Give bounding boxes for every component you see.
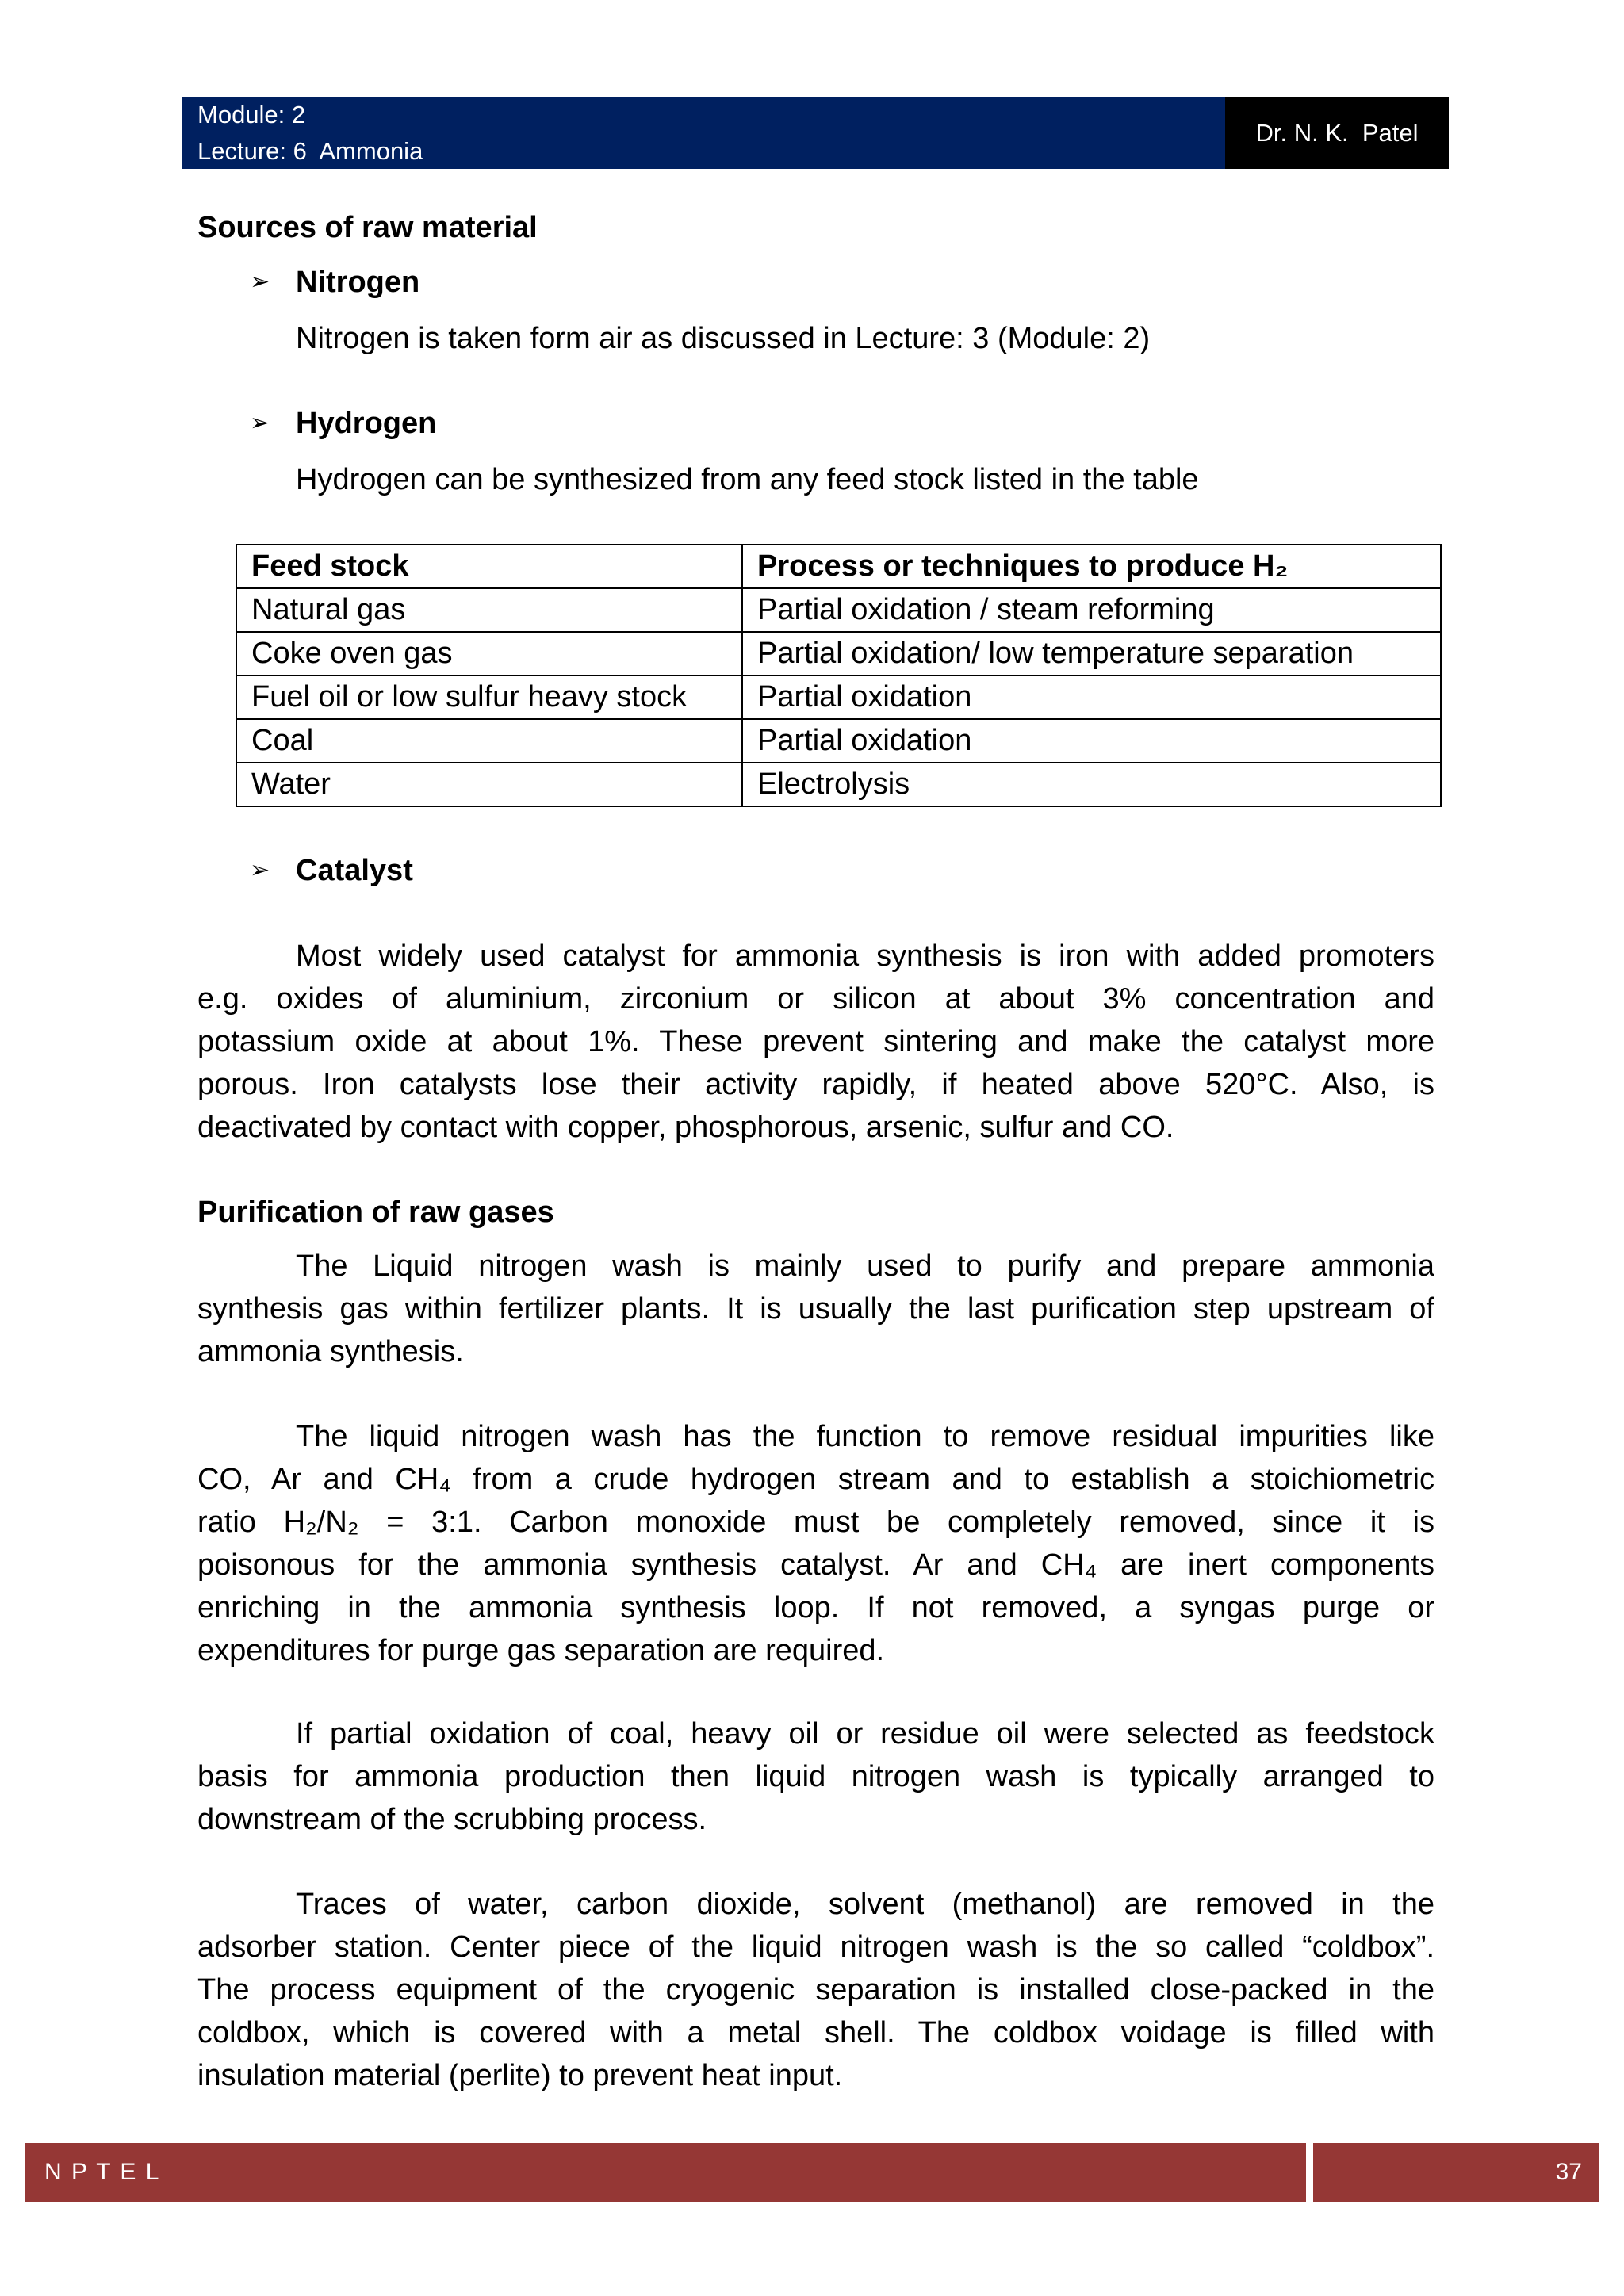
paragraph-line: potassium oxide at about 1%. These prevent sintering and make the catalyst more — [197, 1025, 1434, 1058]
table-row — [236, 588, 1441, 632]
paragraph-line: synthesis gas within fertilizer plants. It is usually the last purification step upstream of — [197, 1292, 1434, 1326]
paragraph-line: If partial oxidation of coal, heavy oil or residue oil were selected as feedstock — [296, 1717, 1434, 1751]
table-cell-feed-stock: Water — [236, 763, 742, 806]
nitrogen-text: Nitrogen is taken form air as discussed in Lecture: 3 (Module: 2) — [296, 322, 1151, 355]
paragraph-line: expenditures for purge gas separation are required. — [197, 1634, 885, 1667]
header-author-box — [1225, 97, 1449, 169]
paragraph-line: enriching in the ammonia synthesis loop. If not removed, a syngas purge or — [197, 1591, 1434, 1624]
paragraph-line: The Liquid nitrogen wash is mainly used to purify and prepare ammonia — [296, 1249, 1434, 1283]
table-cell-process: Partial oxidation — [742, 675, 1441, 719]
table-cell-feed-stock: Fuel oil or low sulfur heavy stock — [236, 675, 742, 719]
paragraph-line: deactivated by contact with copper, phosphorous, arsenic, sulfur and CO. — [197, 1111, 1174, 1144]
table-row — [236, 632, 1441, 675]
footer-label: N P T E L — [44, 2159, 161, 2185]
paragraph-line: adsorber station. Center piece of the liquid nitrogen wash is the so called “coldbox”. — [197, 1931, 1434, 1964]
author-name: Dr. N. K. Patel — [1255, 118, 1419, 147]
paragraph-line: ratio H₂/N₂ = 3:1. Carbon monoxide must be completely removed, since it is — [197, 1506, 1434, 1539]
purification-paragraph — [197, 1712, 1434, 1841]
purification-heading: Purification of raw gases — [197, 1196, 554, 1229]
paragraph-line: insulation material (perlite) to prevent heat input. — [197, 2059, 843, 2092]
paragraph-line: ammonia synthesis. — [197, 1335, 464, 1368]
purification-paragraph — [197, 1415, 1434, 1672]
page-number: 37 — [1555, 2159, 1582, 2185]
arrow-bullet-icon — [250, 849, 270, 892]
paragraph-line: porous. Iron catalysts lose their activity rapidly, if heated above 520°C. Also, is — [197, 1068, 1434, 1101]
arrow-bullet-icon — [250, 261, 270, 304]
hydrogen-text: Hydrogen can be synthesized from any feed stock listed in the table — [296, 463, 1199, 496]
bullet-title-nitrogen: Nitrogen — [296, 266, 420, 299]
table-cell-feed-stock: Coke oven gas — [236, 632, 742, 675]
header-module-box — [182, 97, 1225, 169]
purification-paragraph — [197, 1245, 1434, 1373]
catalyst-paragraph — [197, 935, 1434, 1149]
table-cell-feed-stock: Natural gas — [236, 588, 742, 632]
paragraph-line: e.g. oxides of aluminium, zirconium or silicon at about 3% concentration and — [197, 982, 1434, 1016]
sources-heading: Sources of raw material — [197, 211, 538, 244]
paragraph-line: The liquid nitrogen wash has the function to remove residual impurities like — [296, 1420, 1434, 1453]
paragraph-line: poisonous for the ammonia synthesis catalyst. Ar and CH₄ are inert components — [197, 1548, 1434, 1582]
table-cell-process: Partial oxidation / steam reforming — [742, 588, 1441, 632]
paragraph-line: basis for ammonia production then liquid nitrogen wash is typically arranged to — [197, 1760, 1434, 1793]
table-cell-process: Partial oxidation/ low temperature separation — [742, 632, 1441, 675]
paragraph-line: coldbox, which is covered with a metal shell. The coldbox voidage is filled with — [197, 2016, 1434, 2049]
table-row — [236, 719, 1441, 763]
lecture-label: Lecture: 6 Ammonia — [197, 137, 423, 165]
bullet-title-catalyst: Catalyst — [296, 854, 413, 887]
table-cell-process: Electrolysis — [742, 763, 1441, 806]
paragraph-line: Most widely used catalyst for ammonia synthesis is iron with added promoters — [296, 939, 1434, 973]
paragraph-line: Traces of water, carbon dioxide, solvent (methanol) are removed in the — [296, 1888, 1434, 1921]
paragraph-line: CO, Ar and CH₄ from a crude hydrogen stream and to establish a stoichiometric — [197, 1463, 1434, 1496]
table-cell-feed-stock: Coal — [236, 719, 742, 763]
bullet-title-hydrogen: Hydrogen — [296, 407, 437, 440]
table-header-feed-stock: Feed stock — [236, 545, 742, 588]
footer-bar — [25, 2143, 1306, 2202]
table-row — [236, 675, 1441, 719]
module-label: Module: 2 — [197, 101, 306, 128]
footer-page-box — [1313, 2143, 1599, 2202]
purification-paragraph — [197, 1883, 1434, 2097]
table-row — [236, 763, 1441, 806]
paragraph-line: downstream of the scrubbing process. — [197, 1803, 707, 1836]
table-header-process: Process or techniques to produce H₂ — [742, 545, 1441, 588]
feedstock-table — [236, 544, 1442, 807]
table-cell-process: Partial oxidation — [742, 719, 1441, 763]
paragraph-line: The process equipment of the cryogenic separation is installed close-packed in the — [197, 1973, 1434, 2007]
table-header-row — [236, 545, 1441, 588]
arrow-bullet-icon — [250, 402, 270, 445]
